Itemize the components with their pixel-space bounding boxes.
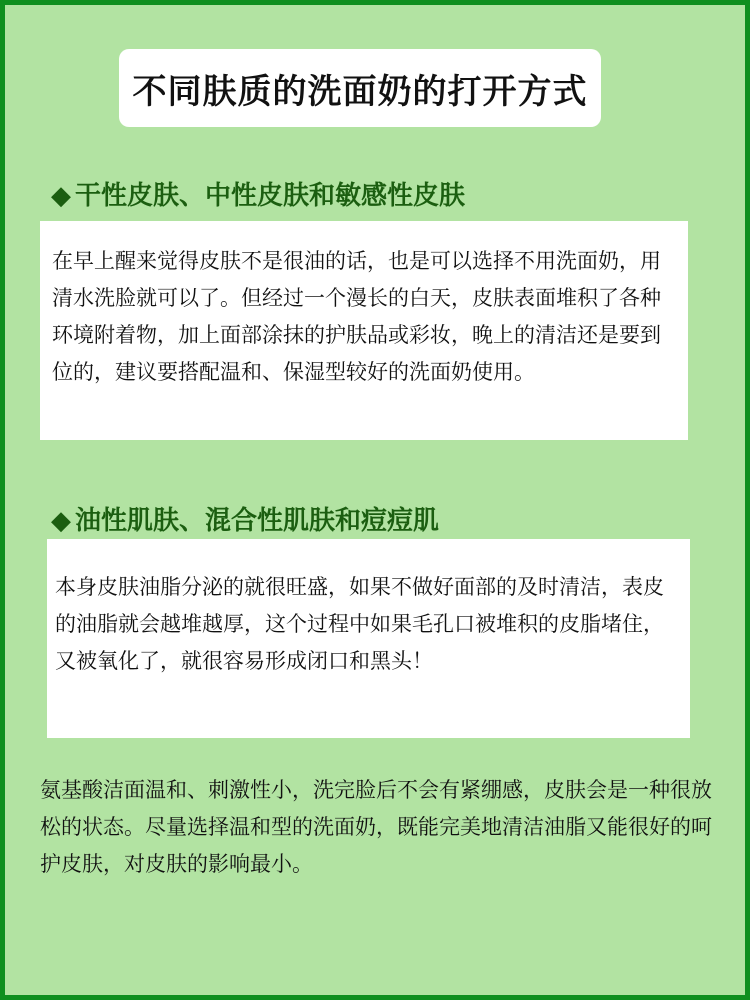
- content-card-dry-skin: [40, 221, 688, 440]
- card-body-text: 在早上醒来觉得皮肤不是很油的话，也是可以选择不用洗面奶，用清水洗脸就可以了。但经过一个漫长的白天，皮肤表面堆积了各种环境附着物，加上面部涂抹的护肤品或彩妆，晚上的清洁还是要到位的，建议要搭配温和、保湿型较好的洗面奶使用。: [52, 249, 661, 384]
- section-heading-oily-skin: [51, 500, 439, 537]
- diamond-bullet-icon: ◆: [51, 181, 71, 211]
- diamond-bullet-icon: ◆: [51, 506, 71, 536]
- card-body-text: 本身皮肤油脂分泌的就很旺盛，如果不做好面部的及时清洁，表皮的油脂就会越堆越厚，这个过程中如果毛孔口被堆积的皮脂堵住，又被氧化了，就很容易形成闭口和黑头！: [55, 575, 664, 673]
- content-card-oily-skin: [47, 539, 690, 738]
- section-heading-text: 油性肌肤、混合性肌肤和痘痘肌: [75, 506, 440, 536]
- section-heading-text: 干性皮肤、中性皮肤和敏感性皮肤: [75, 181, 466, 211]
- summary-note: 氨基酸洁面温和、刺激性小，洗完脸后不会有紧绷感，皮肤会是一种很放松的状态。尽量选择温和型的洗面奶，既能完美地清洁油脂又能很好的呵护皮肤，对皮肤的影响最小。: [40, 778, 712, 876]
- page-background: [5, 5, 745, 995]
- section-heading-dry-skin: [51, 175, 465, 212]
- title-banner: [119, 49, 601, 127]
- page-title: 不同肤质的洗面奶的打开方式: [132, 71, 588, 112]
